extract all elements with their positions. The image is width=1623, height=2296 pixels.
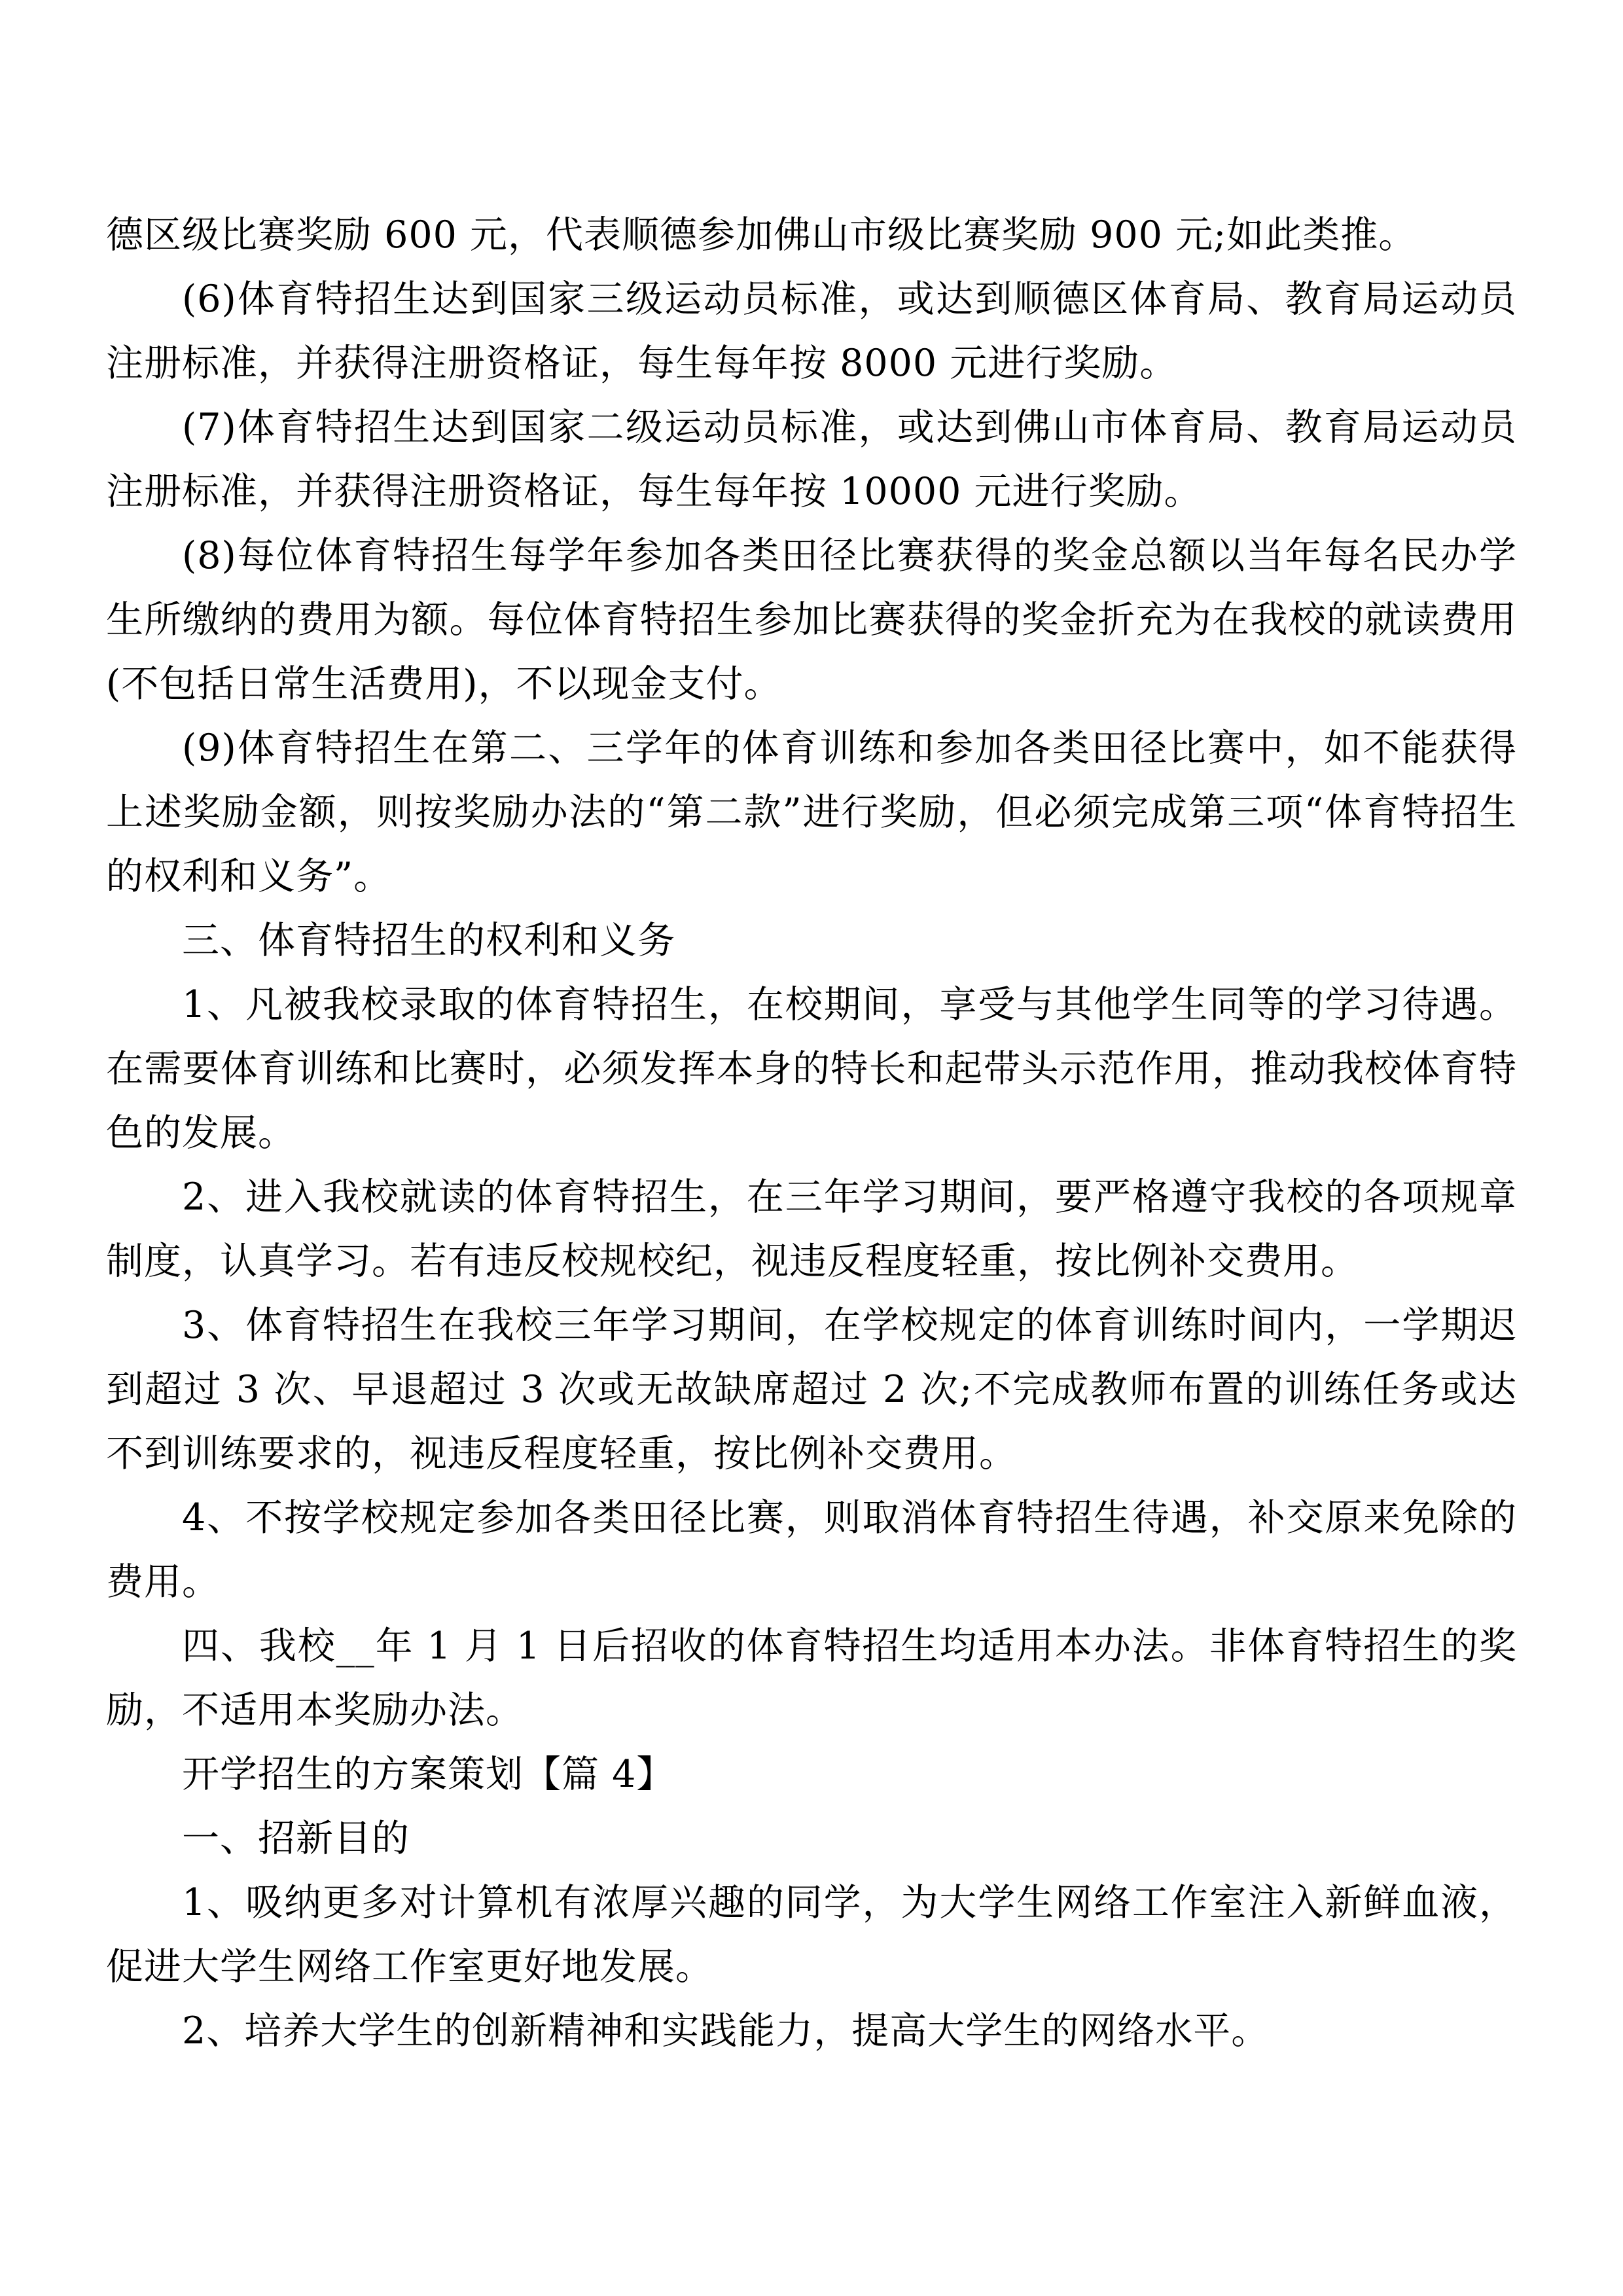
paragraph-clause-3: 3、体育特招生在我校三年学习期间，在学校规定的体育训练时间内，一学期迟到超过 3 次、早退超过 3 次或无故缺席超过 2 次;不完成教师布置的训练任务或达不到训练要求的，视违反程度轻重，按比例补交费用。	[106, 1304, 1517, 1475]
paragraph-item-7: (7)体育特招生达到国家二级运动员标准，或达到佛山市体育局、教育局运动员注册标准，并获得注册资格证，每生每年按 10000 元进行奖励。	[106, 406, 1517, 513]
section-heading-recruit-purpose: 一、招新目的	[182, 1817, 410, 1860]
paragraph-item-9: (9)体育特招生在第二、三学年的体育训练和参加各类田径比赛中，如不能获得上述奖励金额，则按奖励办法的“第二款”进行奖励，但必须完成第三项“体育特招生的权利和义务”。	[106, 726, 1517, 898]
paragraph-purpose-1: 1、吸纳更多对计算机有浓厚兴趣的同学，为大学生网络工作室注入新鲜血液，促进大学生网络工作室更好地发展。	[106, 1881, 1517, 1988]
document-content	[106, 203, 1517, 2063]
paragraph-item-6: (6)体育特招生达到国家三级运动员标准，或达到顺德区体育局、教育局运动员注册标准，并获得注册资格证，每生每年按 8000 元进行奖励。	[106, 278, 1517, 385]
section-heading-rights-obligations: 三、体育特招生的权利和义务	[182, 919, 675, 962]
paragraph-clause-4: 4、不按学校规定参加各类田径比赛，则取消体育特招生待遇，补交原来免除的费用。	[106, 1496, 1517, 1604]
paragraph-clause-1: 1、凡被我校录取的体育特招生，在校期间，享受与其他学生同等的学习待遇。在需要体育训练和比赛时，必须发挥本身的特长和起带头示范作用，推动我校体育特色的发展。	[106, 983, 1517, 1155]
paragraph-clause-2: 2、进入我校就读的体育特招生，在三年学习期间，要严格遵守我校的各项规章制度，认真学习。若有违反校规校纪，视违反程度轻重，按比例补交费用。	[106, 1175, 1517, 1283]
article-title-plan-4: 开学招生的方案策划【篇 4】	[182, 1753, 675, 1796]
paragraph-item-8: (8)每位体育特招生每学年参加各类田径比赛获得的奖金总额以当年每名民办学生所缴纳的费用为额。每位体育特招生参加比赛获得的奖金折充为在我校的就读费用(不包括日常生活费用)，不以现金支付。	[106, 534, 1517, 706]
section-heading-applicability: 四、我校__年 1 月 1 日后招收的体育特招生均适用本办法。非体育特招生的奖励，不适用本奖励办法。	[106, 1624, 1517, 1732]
paragraph-purpose-2: 2、培养大学生的创新精神和实践能力，提高大学生的网络水平。	[182, 2009, 1270, 2053]
paragraph-continuation: 德区级比赛奖励 600 元，代表顺德参加佛山市级比赛奖励 900 元;如此类推。	[106, 213, 1417, 257]
